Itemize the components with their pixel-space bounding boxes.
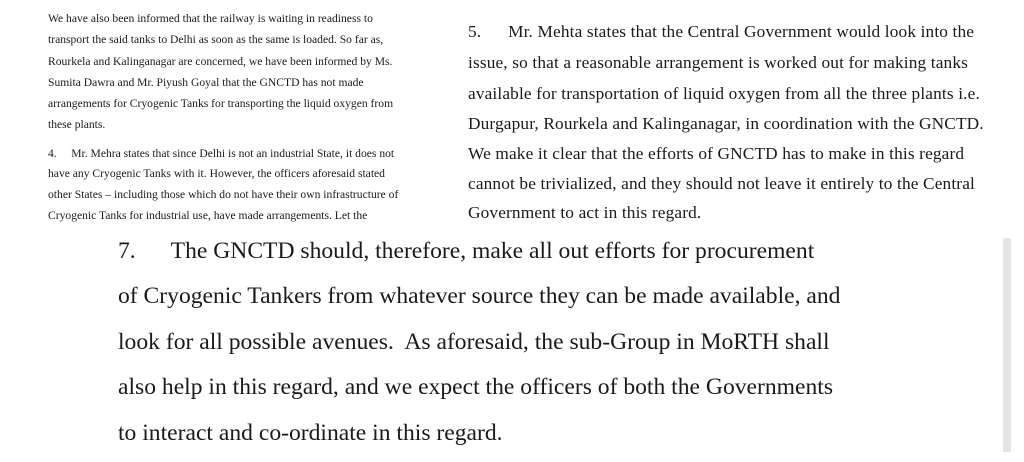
- right-line-6: cannot be trivialized, and they should not leave it entirely to the Central: [468, 174, 975, 193]
- left-line-4: Sumita Dawra and Mr. Piyush Goyal that the GNCTD has not made: [48, 76, 364, 89]
- right-line-3: available for transportation of liquid oxygen from all the three plants i.e.: [468, 84, 980, 103]
- left-line-6: these plants.: [48, 118, 106, 131]
- right-line-1: 5. Mr. Mehta states that the Central Government would look into the: [468, 22, 975, 41]
- bottom-line-4: also help in this regard, and we expect the officers of both the Governments: [118, 374, 834, 400]
- right-line-7: Government to act in this regard.: [468, 203, 702, 222]
- bottom-line-3: look for all possible avenues. As aforesaid, the sub-Group in MoRTH shall: [118, 329, 830, 355]
- left-line-3: Rourkela and Kalinganagar are concerned, we have been informed by Ms.: [48, 55, 393, 68]
- scrollbar[interactable]: [1003, 238, 1011, 452]
- bottom-line-2: of Cryogenic Tankers from whatever source they can be made available, and: [118, 283, 841, 309]
- left-line-2: transport the said tanks to Delhi as soon as the same is loaded. So far as,: [48, 33, 384, 46]
- left-line-1: We have also been informed that the railway is waiting in readiness to: [48, 12, 373, 25]
- bottom-line-1: 7. The GNCTD should, therefore, make all out efforts for procurement: [118, 238, 815, 264]
- bottom-line-5: to interact and co-ordinate in this regard.: [118, 420, 503, 446]
- right-line-5: We make it clear that the efforts of GNCTD has to make in this regard: [468, 144, 965, 163]
- left-line-7: 4. Mr. Mehra states that since Delhi is not an industrial State, it does not: [48, 147, 395, 160]
- right-line-2: issue, so that a reasonable arrangement is worked out for making tanks: [468, 53, 968, 72]
- left-text-column: [0, 0, 450, 232]
- left-line-5: arrangements for Cryogenic Tanks for transporting the liquid oxygen from: [48, 97, 394, 110]
- left-line-9: other States – including those which do not have their own infrastructure of: [48, 188, 399, 201]
- bottom-text-block: [0, 232, 1024, 462]
- right-text-column: [452, 0, 1024, 232]
- left-line-8: have any Cryogenic Tanks with it. However, the officers aforesaid stated: [48, 167, 385, 180]
- left-line-10: Cryogenic Tanks for industrial use, have made arrangements. Let the: [48, 209, 368, 222]
- right-line-4: Durgapur, Rourkela and Kalinganagar, in coordination with the GNCTD.: [468, 114, 984, 133]
